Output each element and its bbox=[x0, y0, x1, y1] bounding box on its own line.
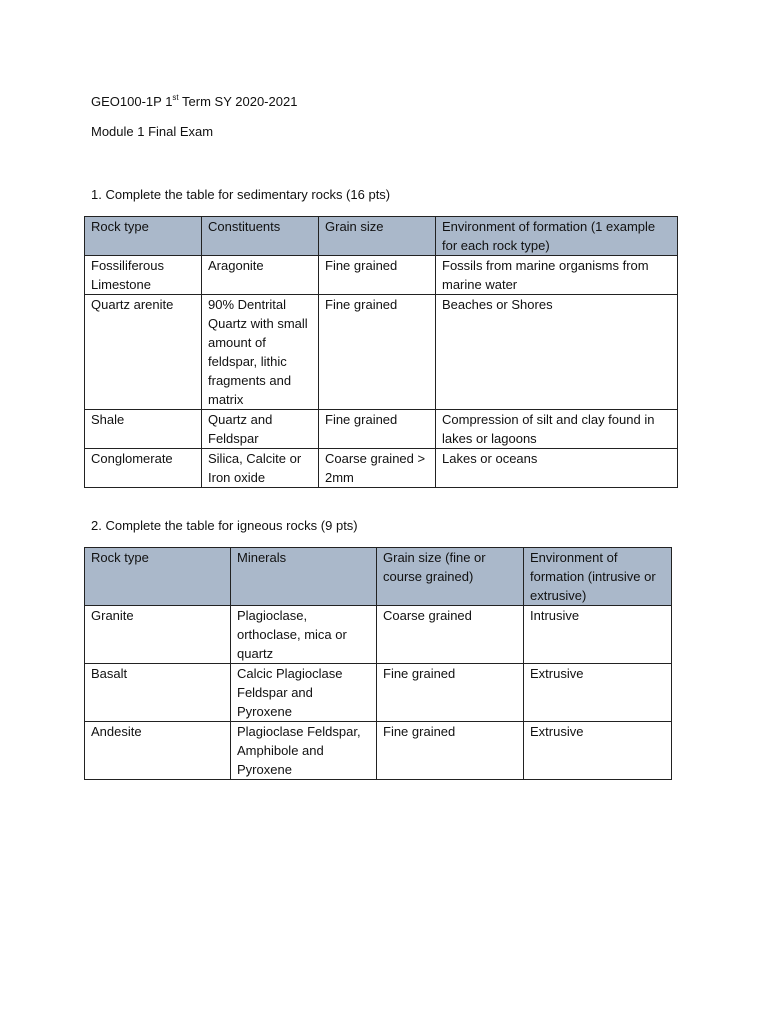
table-cell: Coarse grained > 2mm bbox=[319, 449, 436, 488]
table-cell: Fine grained bbox=[319, 410, 436, 449]
table-cell: Conglomerate bbox=[85, 449, 202, 488]
table-cell: Fossils from marine organisms from marine water bbox=[436, 256, 678, 295]
table-cell: Plagioclase Feldspar, Amphibole and Pyroxene bbox=[231, 722, 377, 780]
table-cell: Lakes or oceans bbox=[436, 449, 678, 488]
module-title: Module 1 Final Exam bbox=[91, 124, 214, 139]
course-code: GEO100-1P 1 bbox=[91, 94, 173, 109]
table-cell: Fine grained bbox=[377, 664, 524, 722]
table-cell: Fossiliferous Limestone bbox=[85, 256, 202, 295]
table-cell: Beaches or Shores bbox=[436, 295, 678, 410]
table-row bbox=[85, 664, 672, 722]
header-cell: Grain size (fine or course grained) bbox=[377, 548, 524, 606]
igneous-rocks-table bbox=[84, 547, 672, 780]
sedimentary-question: 1. Complete the table for sedimentary rocks (16 pts) bbox=[91, 187, 391, 202]
sedimentary-rocks-table bbox=[84, 216, 678, 488]
table-cell: Quartz and Feldspar bbox=[202, 410, 319, 449]
table-cell: Shale bbox=[85, 410, 202, 449]
table-cell: Fine grained bbox=[377, 722, 524, 780]
table-cell: Fine grained bbox=[319, 295, 436, 410]
table-row bbox=[85, 256, 678, 295]
igneous-question: 2. Complete the table for igneous rocks (9 pts) bbox=[91, 518, 358, 533]
table-cell: Coarse grained bbox=[377, 606, 524, 664]
course-title bbox=[91, 93, 297, 111]
table-header-row bbox=[85, 548, 672, 606]
table-cell: Aragonite bbox=[202, 256, 319, 295]
table-cell: Extrusive bbox=[524, 722, 672, 780]
course-term: Term SY 2020-2021 bbox=[178, 94, 298, 109]
header-cell: Rock type bbox=[85, 217, 202, 256]
table-cell: Plagioclase, orthoclase, mica or quartz bbox=[231, 606, 377, 664]
header-cell: Rock type bbox=[85, 548, 231, 606]
table-header-row bbox=[85, 217, 678, 256]
table-cell: Compression of silt and clay found in lakes or lagoons bbox=[436, 410, 678, 449]
table-cell: Granite bbox=[85, 606, 231, 664]
header-cell: Constituents bbox=[202, 217, 319, 256]
table-cell: Silica, Calcite or Iron oxide bbox=[202, 449, 319, 488]
table-cell: Quartz arenite bbox=[85, 295, 202, 410]
table-cell: Intrusive bbox=[524, 606, 672, 664]
table-row bbox=[85, 449, 678, 488]
header-cell: Minerals bbox=[231, 548, 377, 606]
table-cell: Calcic Plagioclase Feldspar and Pyroxene bbox=[231, 664, 377, 722]
table-row bbox=[85, 722, 672, 780]
header-cell: Environment of formation (intrusive or extrusive) bbox=[524, 548, 672, 606]
table-row bbox=[85, 410, 678, 449]
table-row bbox=[85, 606, 672, 664]
table-cell: Fine grained bbox=[319, 256, 436, 295]
table-cell: 90% Dentrital Quartz with small amount of feldspar, lithic fragments and matrix bbox=[202, 295, 319, 410]
table-cell: Basalt bbox=[85, 664, 231, 722]
table-cell: Extrusive bbox=[524, 664, 672, 722]
header-cell: Grain size bbox=[319, 217, 436, 256]
table-row bbox=[85, 295, 678, 410]
course-ordinal-suffix: st bbox=[172, 93, 179, 102]
table-cell: Andesite bbox=[85, 722, 231, 780]
header-cell: Environment of formation (1 example for each rock type) bbox=[436, 217, 678, 256]
